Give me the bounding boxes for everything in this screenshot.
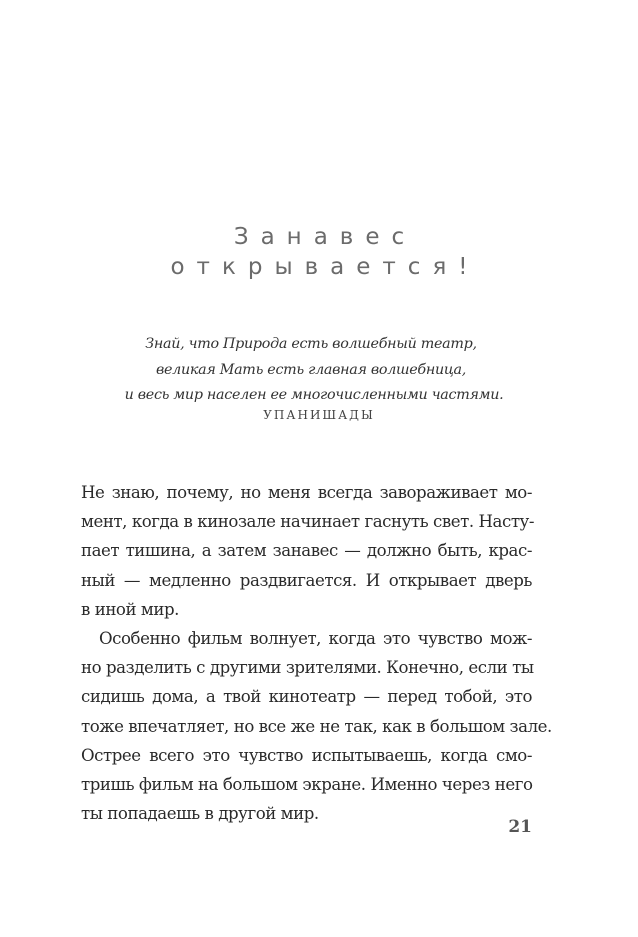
body-line: Острее всего это чувство испытываешь, когда смо- [81,745,532,765]
body-text [81,478,552,828]
epigraph-line-3: и весь мир населен ее многочисленными частями. [124,387,504,403]
body-line: мент, когда в кинозале начинает гаснуть свет. Насту- [81,512,535,532]
page-number: 21 [508,817,532,837]
body-line: но разделить с другими зрителями. Конечно, если ты [81,658,534,678]
chapter-title-line-1: Занавес [233,224,417,250]
body-line: тришь фильм на большом экране. Именно через него [81,774,533,794]
body-line: ный — медленно раздвигается. И открывает дверь [81,570,532,590]
epigraph-attribution: УПАНИШАДЫ [263,408,375,422]
epigraph-line-1: Знай, что Природа есть волшебный театр, [145,336,477,352]
body-line: ты попадаешь в другой мир. [81,804,319,824]
body-line: Особенно фильм волнует, когда это чувство мож- [99,628,532,648]
chapter-title-line-2: открывается! [170,254,480,280]
body-line: тоже впечатляет, но все же не так, как в большом зале. [81,716,552,736]
body-line: в иной мир. [81,599,179,619]
body-line: пает тишина, а затем занавес — должно быть, крас- [81,541,532,561]
body-line: Не знаю, почему, но меня всегда завораживает мо- [81,483,532,502]
epigraph-line-2: великая Мать есть главная волшебница, [155,362,467,378]
body-line: сидишь дома, а твой кинотеатр — перед тобой, это [81,687,532,707]
